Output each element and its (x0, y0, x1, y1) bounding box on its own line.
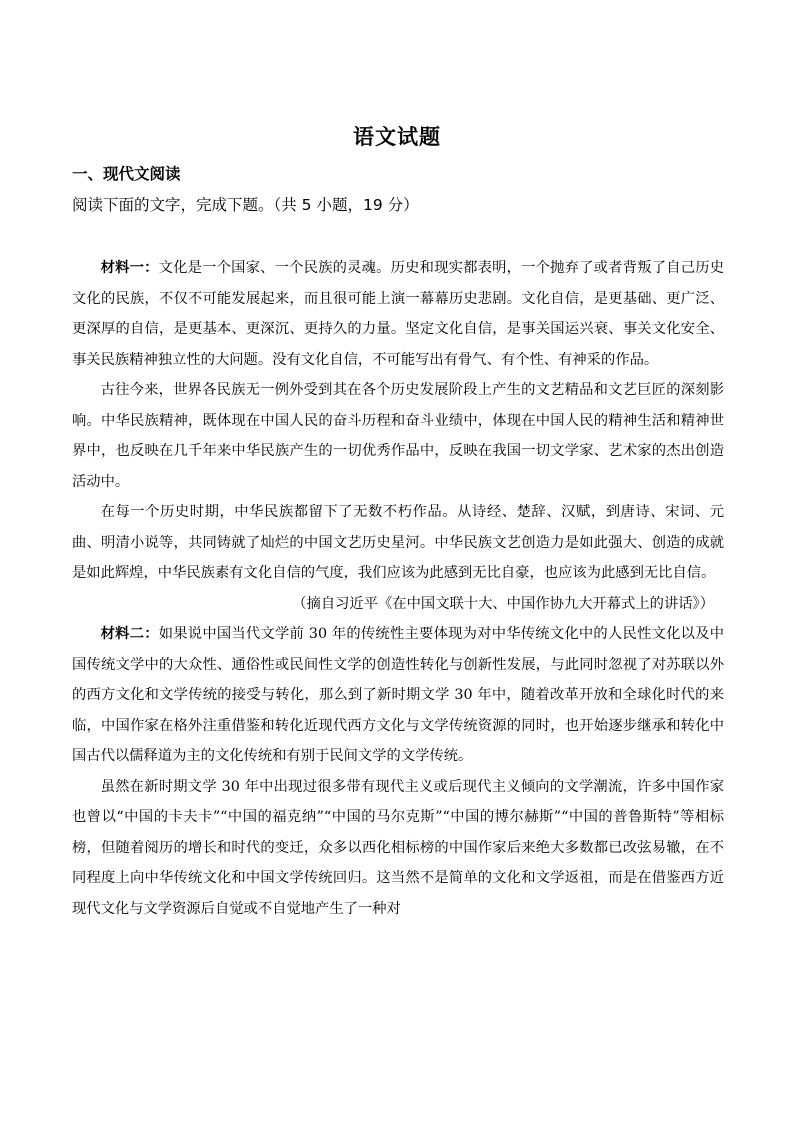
material1-p1-text: 文化是一个国家、一个民族的灵魂。历史和现实都表明，一个抛弃了或者背叛了自己历史文化的民族，不仅不可能发展起来，而且很可能上演一幕幕历史悲剧。文化自信，是更基础、更广泛、更深厚的自信，是更基本、更深沉、更持久的力量。坚定文化自信，是事关国运兴衰、事关文化安全、事关民族精神独立性的大问题。没有文化自信，不可能写出有骨气、有个性、有神采的作品。 (72, 260, 725, 368)
material1-source: （摘自习近平《在中国文联十大、中国作协九大开幕式上的讲话》） (292, 595, 714, 612)
material1-paragraph-3: 在每一个历史时期，中华民族都留下了无数不朽作品。从诗经、楚辞、汉赋，到唐诗、宋词、元曲、明清小说等，共同铸就了灿烂的中国文艺历史星河。中华民族文艺创造力是如此强大、创造的成就是如此辉煌，中华民族素有文化自信的气度，我们应该为此感到无比自豪，也应该为此感到无比自信。 (72, 504, 724, 581)
material2-paragraph-1 (72, 619, 724, 772)
reading-passage (72, 253, 724, 924)
page-title: 语文试题 (353, 124, 441, 149)
material1-label: 材料一： (100, 260, 159, 276)
material1-paragraph-1 (72, 253, 724, 375)
section-heading: 一、现代文阅读 (72, 165, 181, 183)
material1-paragraph-2: 古往今来，世界各民族无一例外受到其在各个历史发展阶段上产生的文艺精品和文艺巨匠的深刻影响。中华民族精神，既体现在中国人民的奋斗历程和奋斗业绩中，体现在中国人民的精神生活和精神世界中，也反映在几千年来中华民族产生的一切优秀作品中，反映在我国一切文学家、艺术家的杰出创造活动中。 (72, 382, 724, 490)
material2-paragraph-2: 虽然在新时期文学 30 年中出现过很多带有现代主义或后现代主义倾向的文学潮流，许多中国作家也曾以“中国的卡夫卡”“中国的福克纳”“中国的马尔克斯”“中国的博尔赫斯”“中国的普鲁斯特”等相标榜，但随着阅历的增长和时代的变迁，众多以西化相标榜的中国作家后来绝大多数都已改弦易辙，在不同程度上向中华传统文化和中国文学传统回归。这当然不是简单的文化和文学返祖，而是在借鉴西方近现代文化与文学资源后自觉或不自觉地产生了一种对 (72, 778, 724, 917)
material2-label: 材料二： (100, 626, 159, 642)
question-instruction: 阅读下面的文字，完成下题。（共 5 小题，19 分） (72, 196, 419, 214)
material2-p1-text: 如果说中国当代文学前 30 年的传统性主要体现为对中华传统文化中的人民性文化以及中国传统文学中的大众性、通俗性或民间性文学的创造性转化与创新性发展，与此同时忽视了对苏联以外的西方文化和文学传统的接受与转化，那么到了新时期文学 30 年中，随着改革开放和全球化时代的来临，中国作家在格外注重借鉴和转化近现代西方文化与文学传统资源的同时，也开始逐步继承和转化中国古代以儒释道为主的文化传统和有别于民间文学的文学传统。 (72, 626, 725, 764)
